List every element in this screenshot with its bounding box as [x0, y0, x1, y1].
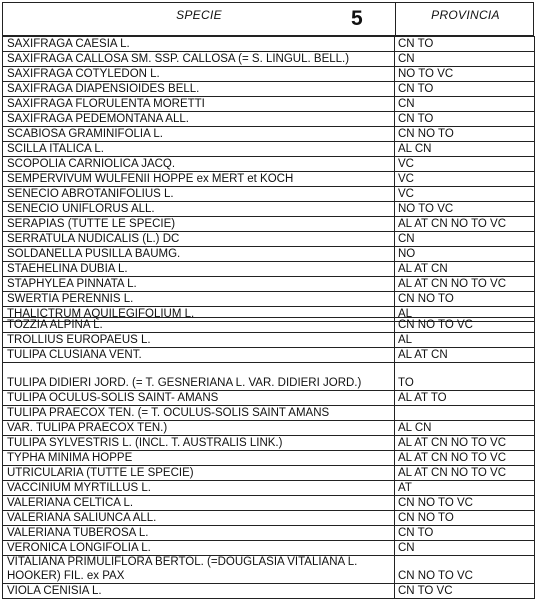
- cell-provincia: AL AT CN: [395, 262, 535, 277]
- cell-provincia: NO TO VC: [395, 202, 535, 217]
- cell-provincia: CN NO TO: [395, 127, 535, 142]
- cell-specie: SENECIO UNIFLORUS ALL.: [3, 202, 395, 217]
- table-row: [3, 187, 535, 202]
- cell-provincia: AL AT CN NO TO VC: [395, 217, 535, 232]
- cell-specie: SAXIFRAGA FLORULENTA MORETTI: [3, 97, 395, 112]
- table-row: [3, 348, 535, 363]
- cell-specie: TROLLIUS EUROPAEUS L.: [3, 333, 395, 348]
- column-header-provincia: PROVINCIA: [431, 8, 500, 22]
- cell-provincia: AL CN: [395, 421, 535, 436]
- cell-specie: TOZZIA ALPINA L.: [3, 318, 395, 333]
- table-row: [3, 406, 535, 421]
- cell-provincia: CN: [395, 97, 535, 112]
- cell-provincia: CN NO TO VC: [395, 318, 535, 333]
- cell-provincia: CN NO TO: [395, 292, 535, 307]
- table-row: [3, 82, 535, 97]
- table-row: [3, 52, 535, 67]
- table-row: [3, 496, 535, 511]
- table-row: [3, 202, 535, 217]
- column-header-specie: SPECIE: [176, 8, 222, 22]
- cell-specie: UTRICULARIA (TUTTE LE SPECIE): [3, 466, 395, 481]
- cell-specie: SAXIFRAGA CALLOSA SM. SSP. CALLOSA (= S. LINGUL. BELL.): [3, 52, 395, 67]
- cell-specie: TYPHA MINIMA HOPPE: [3, 451, 395, 466]
- species-table-block-2: [2, 317, 535, 599]
- cell-specie: SAXIFRAGA CAESIA L.: [3, 37, 395, 52]
- cell-provincia: CN TO: [395, 112, 535, 127]
- cell-provincia: AT: [395, 481, 535, 496]
- cell-provincia: AL AT TO: [395, 391, 535, 406]
- cell-specie: TULIPA SYLVESTRIS L. (INCL. T. AUSTRALIS LINK.): [3, 436, 395, 451]
- cell-provincia: CN TO: [395, 37, 535, 52]
- cell-provincia: TO: [395, 363, 535, 391]
- table-row: [3, 584, 535, 599]
- cell-provincia: CN TO: [395, 526, 535, 541]
- cell-specie: SAXIFRAGA COTYLEDON L.: [3, 67, 395, 82]
- table-row: [3, 262, 535, 277]
- cell-provincia: CN: [395, 52, 535, 67]
- table-row: [3, 541, 535, 556]
- table-row: [3, 97, 535, 112]
- cell-specie: SERRATULA NUDICALIS (L.) DC: [3, 232, 395, 247]
- cell-specie: SERAPIAS (TUTTE LE SPECIE): [3, 217, 395, 232]
- cell-provincia: AL CN: [395, 142, 535, 157]
- cell-provincia: CN NO TO VC: [395, 496, 535, 511]
- cell-specie: STAEHELINA DUBIA L.: [3, 262, 395, 277]
- cell-specie: TULIPA PRAECOX TEN. (= T. OCULUS-SOLIS SAINT AMANS: [3, 406, 395, 421]
- cell-provincia: CN: [395, 541, 535, 556]
- cell-provincia: [395, 406, 535, 421]
- table-row: [3, 157, 535, 172]
- table-row: [3, 172, 535, 187]
- table-row: [3, 232, 535, 247]
- cell-provincia: VC: [395, 187, 535, 202]
- cell-provincia: VC: [395, 157, 535, 172]
- cell-specie: TULIPA DIDIERI JORD. (= T. GESNERIANA L. VAR. DIDIERI JORD.): [3, 363, 395, 391]
- cell-provincia: AL: [395, 333, 535, 348]
- cell-provincia: AL AT CN NO TO VC: [395, 277, 535, 292]
- table-row: [3, 511, 535, 526]
- table-row: [3, 247, 535, 262]
- table-row: [3, 556, 535, 584]
- species-sheet: [2, 2, 534, 597]
- table-row: [3, 333, 535, 348]
- table-row: [3, 292, 535, 307]
- cell-specie: THALICTRUM AQUILEGIFOLIUM L.: [3, 307, 395, 322]
- page-number: 5: [351, 7, 363, 30]
- species-table-block-1: [2, 36, 535, 322]
- cell-provincia: CN TO VC: [395, 584, 535, 599]
- table-row: [3, 217, 535, 232]
- table-row: [3, 318, 535, 333]
- cell-specie: SAXIFRAGA PEDEMONTANA ALL.: [3, 112, 395, 127]
- cell-provincia: VC: [395, 172, 535, 187]
- cell-specie: VALERIANA TUBEROSA L.: [3, 526, 395, 541]
- table-row: [3, 436, 535, 451]
- cell-specie: TULIPA OCULUS-SOLIS SAINT- AMANS: [3, 391, 395, 406]
- cell-specie: SCILLA ITALICA L.: [3, 142, 395, 157]
- cell-provincia: CN: [395, 232, 535, 247]
- table-row: [3, 277, 535, 292]
- table-row: [3, 391, 535, 406]
- cell-specie: STAPHYLEA PINNATA L.: [3, 277, 395, 292]
- table-row: [3, 112, 535, 127]
- cell-provincia: AL AT CN: [395, 348, 535, 363]
- cell-specie: VALERIANA SALIUNCA ALL.: [3, 511, 395, 526]
- cell-specie: SEMPERVIVUM WULFENII HOPPE ex MERT et KOCH: [3, 172, 395, 187]
- table-row: [3, 142, 535, 157]
- cell-specie: SWERTIA PERENNIS L.: [3, 292, 395, 307]
- cell-specie: VACCINIUM MYRTILLUS L.: [3, 481, 395, 496]
- table-row: [3, 526, 535, 541]
- cell-provincia: CN NO TO VC: [395, 556, 535, 584]
- cell-provincia: AL AT CN NO TO VC: [395, 451, 535, 466]
- cell-specie: SOLDANELLA PUSILLA BAUMG.: [3, 247, 395, 262]
- table-row: [3, 37, 535, 52]
- cell-provincia: NO TO VC: [395, 67, 535, 82]
- cell-specie: VITALIANA PRIMULIFLORA BERTOL. (=DOUGLASIA VITALIANA L. HOOKER) FIL. ex PAX: [3, 556, 395, 584]
- cell-specie: SCOPOLIA CARNIOLICA JACQ.: [3, 157, 395, 172]
- table-row: [3, 451, 535, 466]
- cell-provincia: AL AT CN NO TO VC: [395, 466, 535, 481]
- cell-provincia: CN NO TO: [395, 511, 535, 526]
- table-row: [3, 421, 535, 436]
- cell-specie: SCABIOSA GRAMINIFOLIA L.: [3, 127, 395, 142]
- table-row: [3, 363, 535, 391]
- cell-specie: VAR. TULIPA PRAECOX TEN.): [3, 421, 395, 436]
- table-row: [3, 481, 535, 496]
- cell-specie: SENECIO ABROTANIFOLIUS L.: [3, 187, 395, 202]
- table-row: [3, 67, 535, 82]
- table-header: [2, 2, 534, 36]
- table-row: [3, 127, 535, 142]
- cell-provincia: NO: [395, 247, 535, 262]
- cell-specie: VERONICA LONGIFOLIA L.: [3, 541, 395, 556]
- cell-specie: VIOLA CENISIA L.: [3, 584, 395, 599]
- table-row: [3, 466, 535, 481]
- cell-provincia: AL AT CN NO TO VC: [395, 436, 535, 451]
- cell-specie: SAXIFRAGA DIAPENSIOIDES BELL.: [3, 82, 395, 97]
- cell-specie: TULIPA CLUSIANA VENT.: [3, 348, 395, 363]
- cell-provincia: AL: [395, 307, 535, 322]
- cell-specie: VALERIANA CELTICA L.: [3, 496, 395, 511]
- cell-provincia: CN TO: [395, 82, 535, 97]
